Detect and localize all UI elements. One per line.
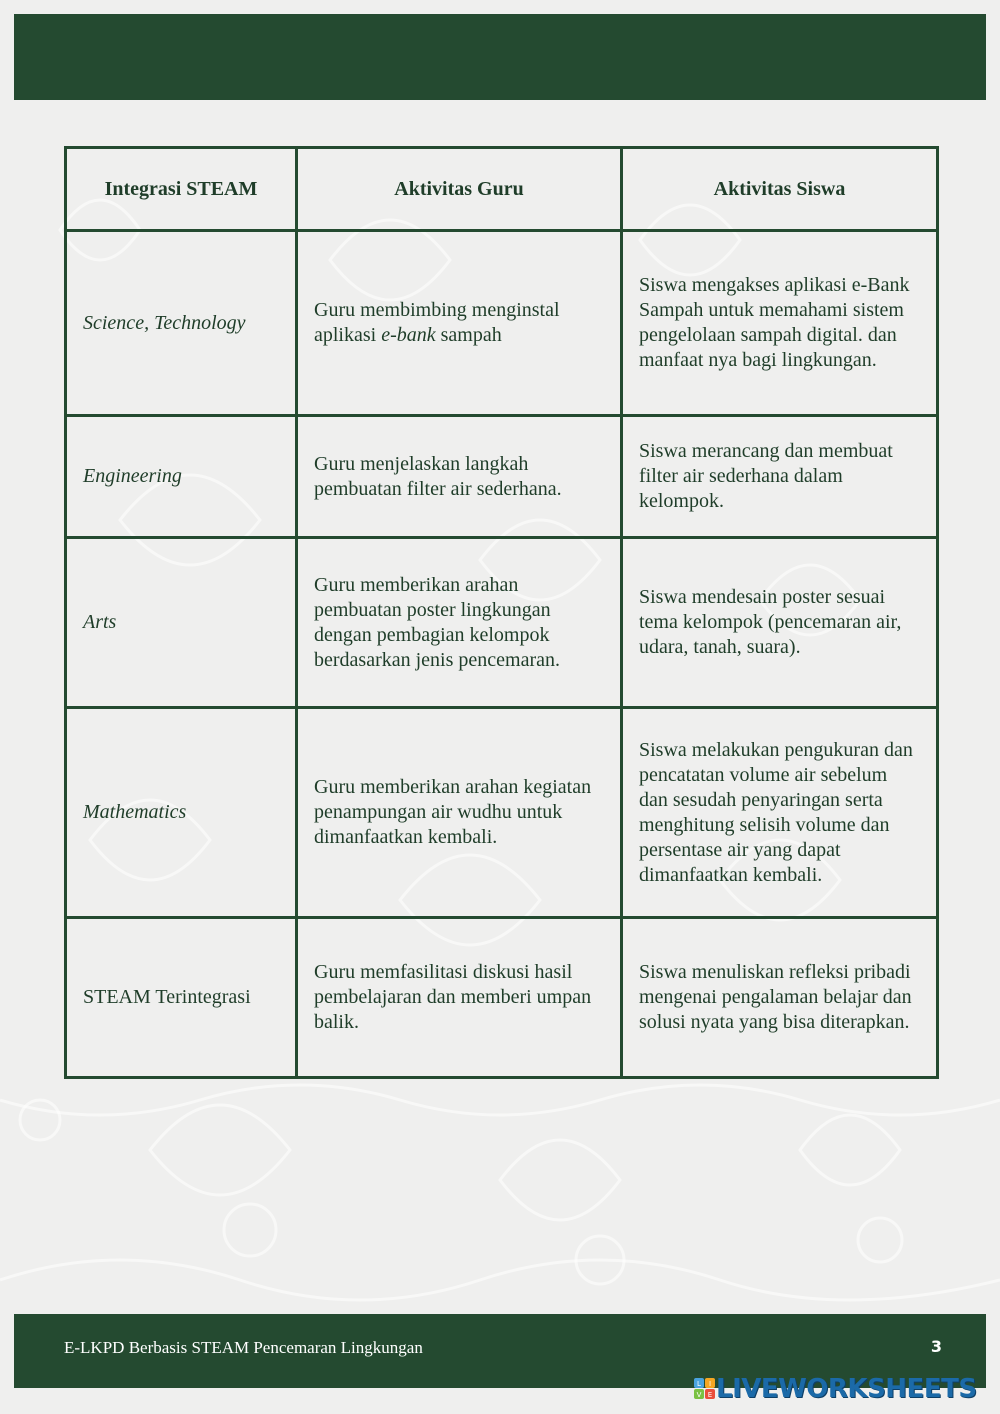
liveworksheets-logo-icon <box>694 1378 716 1400</box>
category-cell: Arts <box>66 538 297 708</box>
header-integrasi-steam: Integrasi STEAM <box>66 148 297 231</box>
category-cell: Science, Technology <box>66 231 297 416</box>
siswa-activity-cell: Siswa melakukan pengukuran dan pencatatan volume air sebelum dan sesudah penyaringan serta menghitung selisih volume dan persentase air yang dapat dimanfaatkan kembali. <box>622 708 938 918</box>
steam-activity-table <box>64 146 939 1079</box>
guru-text-italic: e-bank <box>381 324 436 346</box>
guru-text: Guru membimbing menginstal aplikasi <box>314 299 560 346</box>
guru-activity-cell: Guru menjelaskan langkah pembuatan filter air sederhana. <box>297 416 622 538</box>
category-cell: STEAM Terintegrasi <box>66 918 297 1078</box>
header-aktivitas-siswa: Aktivitas Siswa <box>622 148 938 231</box>
table-row <box>66 708 938 918</box>
page-number: 3 <box>930 1337 942 1356</box>
svg-text:L: L <box>697 1380 701 1388</box>
footer-title: E-LKPD Berbasis STEAM Pencemaran Lingkungan <box>64 1338 423 1357</box>
siswa-activity-cell: Siswa mendesain poster sesuai tema kelompok (pencemaran air, udara, tanah, suara). <box>622 538 938 708</box>
liveworksheets-watermark <box>694 1376 989 1402</box>
table-header-row <box>66 148 938 231</box>
table-row <box>66 416 938 538</box>
category-cell: Mathematics <box>66 708 297 918</box>
watermark-text: LIVEWORKSHEETS <box>716 1374 977 1404</box>
table-row <box>66 918 938 1078</box>
guru-activity-cell: Guru memberikan arahan kegiatan penampungan air wudhu untuk dimanfaatkan kembali. <box>297 708 622 918</box>
svg-text:I: I <box>708 1380 712 1388</box>
svg-text:V: V <box>696 1391 702 1399</box>
siswa-activity-cell: Siswa menuliskan refleksi pribadi mengenai pengalaman belajar dan solusi nyata yang bisa diterapkan. <box>622 918 938 1078</box>
svg-text:E: E <box>707 1391 713 1399</box>
siswa-activity-cell: Siswa mengakses aplikasi e-Bank Sampah untuk memahami sistem pengelolaan sampah digital. dan manfaat nya bagi lingkungan. <box>622 231 938 416</box>
guru-activity-cell: Guru memfasilitasi diskusi hasil pembelajaran dan memberi umpan balik. <box>297 918 622 1078</box>
guru-text-end: sampah <box>435 324 502 346</box>
guru-activity-cell <box>297 231 622 416</box>
header-bar <box>14 14 986 100</box>
table-row <box>66 538 938 708</box>
siswa-activity-cell: Siswa merancang dan membuat filter air sederhana dalam kelompok. <box>622 416 938 538</box>
table-row <box>66 231 938 416</box>
category-cell: Engineering <box>66 416 297 538</box>
header-aktivitas-guru: Aktivitas Guru <box>297 148 622 231</box>
guru-activity-cell: Guru memberikan arahan pembuatan poster lingkungan dengan pembagian kelompok berdasarkan jenis pencemaran. <box>297 538 622 708</box>
